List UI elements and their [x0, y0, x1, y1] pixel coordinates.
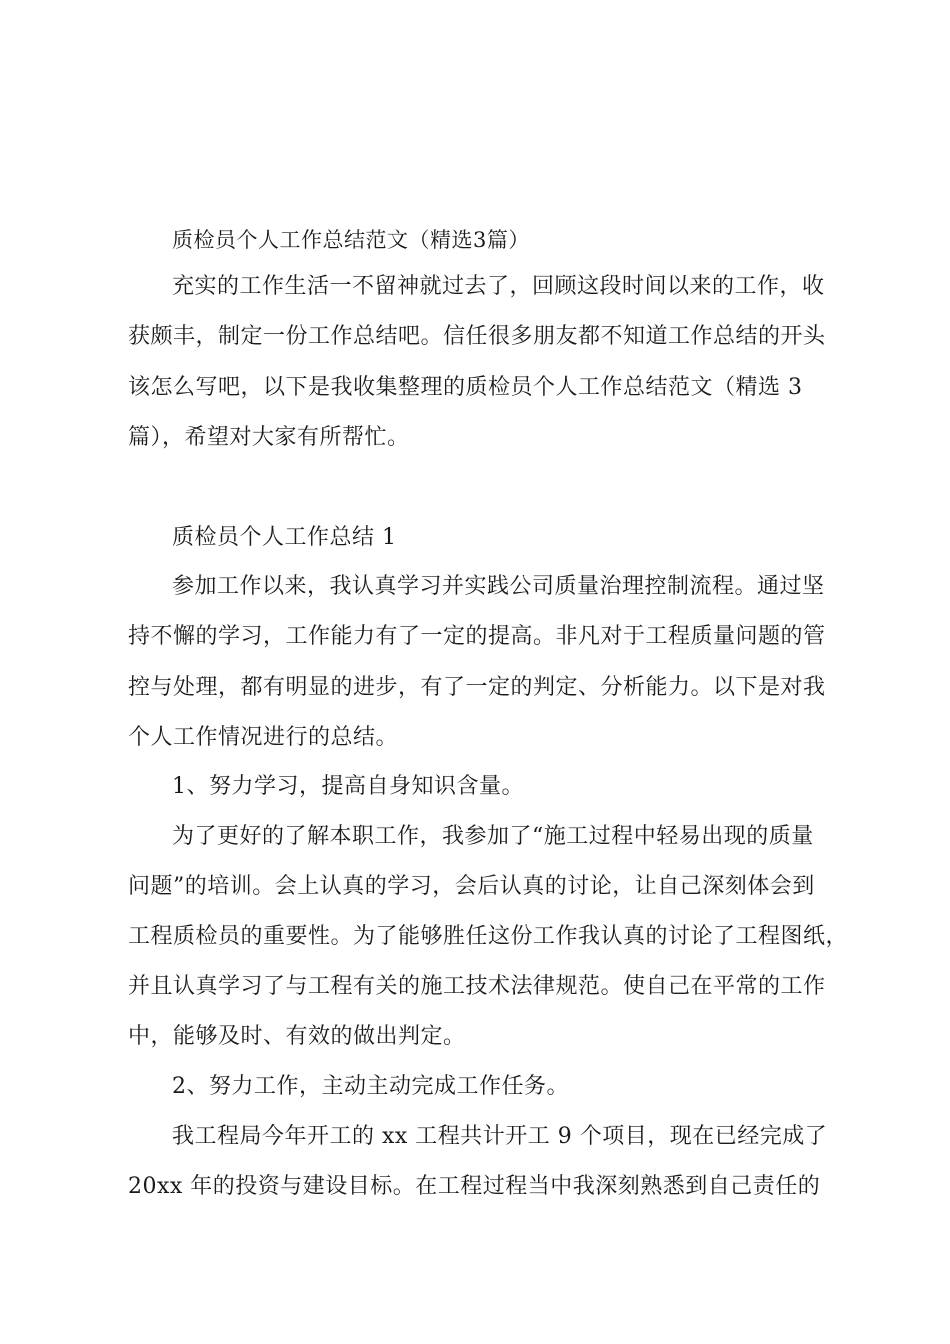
section-heading: 质检员个人工作总结 1 — [172, 525, 397, 550]
paragraph-line: 我工程局今年开工的 xx 工程共计开工 9 个项目，现在已经完成了 — [172, 1124, 828, 1149]
list-point: 2、努力工作，主动主动完成工作任务。 — [172, 1074, 569, 1099]
paragraph-line: 问题”的培训。会上认真的学习，会后认真的讨论，让自己深刻体会到 — [128, 874, 815, 899]
paragraph-line: 20xx 年的投资与建设目标。在工程过程当中我深刻熟悉到自己责任的 — [128, 1174, 821, 1199]
paragraph-line: 为了更好的了解本职工作，我参加了“施工过程中轻易出现的质量 — [172, 824, 814, 849]
paragraph-line: 持不懈的学习，工作能力有了一定的提高。非凡对于工程质量问题的管 — [128, 624, 826, 649]
paragraph-line: 个人工作情况进行的总结。 — [128, 725, 399, 750]
paragraph-line: 中，能够及时、有效的做出判定。 — [128, 1024, 466, 1049]
paragraph-line: 并且认真学习了与工程有关的施工技术法律规范。使自己在平常的工作 — [128, 974, 826, 999]
document-title: 质检员个人工作总结范文（精选3篇） — [172, 228, 530, 252]
paragraph-line: 参加工作以来，我认真学习并实践公司质量治理控制流程。通过坚 — [172, 574, 825, 599]
paragraph-line: 工程质检员的重要性。为了能够胜任这份工作我认真的讨论了工程图纸， — [128, 924, 849, 949]
list-point: 1、努力学习，提高自身知识含量。 — [172, 774, 524, 799]
intro-line: 获颇丰，制定一份工作总结吧。信任很多朋友都不知道工作总结的开头 — [128, 324, 826, 349]
intro-line: 充实的工作生活一不留神就过去了，回顾这段时间以来的工作，收 — [172, 274, 825, 299]
intro-line: 该怎么写吧，以下是我收集整理的质检员个人工作总结范文（精选 3 — [128, 375, 803, 400]
intro-line: 篇），希望对大家有所帮忙。 — [128, 425, 410, 450]
paragraph-line: 控与处理，都有明显的进步，有了一定的判定、分析能力。以下是对我 — [128, 675, 826, 700]
